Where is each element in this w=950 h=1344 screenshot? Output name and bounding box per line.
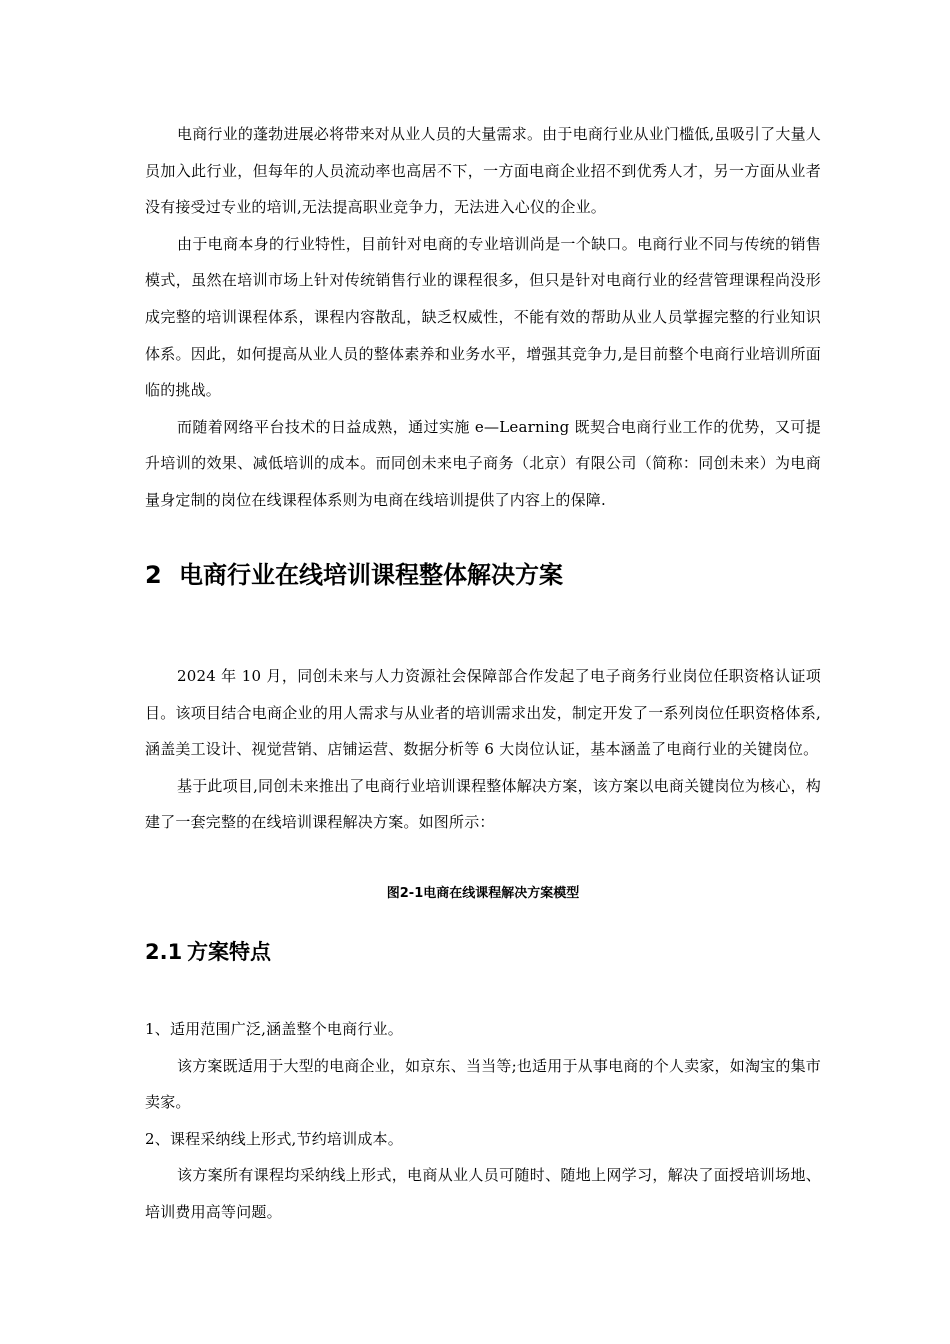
section-2-body [145, 658, 821, 841]
intro-paragraph-2: 由于电商本身的行业特性，目前针对电商的专业培训尚是一个缺口。电商行业不同与传统的销售模式，虽然在培训市场上针对传统销售行业的课程很多，但只是针对电商行业的经营管理课程尚没形成完整的培训课程体系，课程内容散乱，缺乏权威性，不能有效的帮助从业人员掌握完整的行业知识体系。因此，如何提高从业人员的整体素养和业务水平，增强其竞争力,是目前整个电商行业培训所面临的挑战。 [145, 234, 821, 400]
section-2-1-heading [145, 932, 271, 972]
section-2-paragraph-1: 2024 年 10 月，同创未来与人力资源社会保障部合作发起了电子商务行业岗位任职资格认证项目。该项目结合电商企业的用人需求与从业者的培训需求出发，制定开发了一系列岗位任职资格体系,涵盖美工设计、视觉营销、店铺运营、数据分析等 6 大岗位认证，基本涵盖了电商行业的关键岗位。 [145, 667, 821, 759]
section-2-title: 电商行业在线培训课程整体解决方案 [179, 561, 563, 589]
figure-caption: 图2-1电商在线课程解决方案模型 [386, 886, 580, 901]
section-2-heading [145, 555, 563, 595]
section-2-1-number: 2.1 [145, 940, 183, 964]
feature-1-title: 1、适用范围广泛,涵盖整个电商行业。 [145, 1020, 403, 1038]
intro-paragraph-1: 电商行业的蓬勃进展必将带来对从业人员的大量需求。由于电商行业从业门槛低,虽吸引了大量人员加入此行业，但每年的人员流动率也高居不下，一方面电商企业招不到优秀人才，另一方面从业者没有接受过专业的培训,无法提高职业竞争力，无法进入心仪的企业。 [145, 125, 821, 217]
section-2-number: 2 [145, 561, 162, 589]
intro-section [145, 116, 821, 519]
feature-2-body: 该方案所有课程均采纳线上形式，电商从业人员可随时、随地上网学习，解决了面授培训场地、培训费用高等问题。 [145, 1166, 821, 1221]
section-2-1-title: 方案特点 [187, 940, 271, 964]
section-2-paragraph-2: 基于此项目,同创未来推出了电商行业培训课程整体解决方案，该方案以电商关键岗位为核心，构建了一套完整的在线培训课程解决方案。如图所示： [145, 776, 821, 832]
intro-paragraph-3: 而随着网络平台技术的日益成熟，通过实施 e—Learning 既契合电商行业工作的优势，又可提升培训的效果、减低培训的成本。而同创未来电子商务（北京）有限公司（简称：同创未来）为电商量身定制的岗位在线课程体系则为电商在线培训提供了内容上的保障. [145, 417, 821, 509]
feature-1-body: 该方案既适用于大型的电商企业，如京东、当当等;也适用于从事电商的个人卖家，如淘宝的集市卖家。 [145, 1056, 821, 1112]
section-2-1-body [145, 1011, 821, 1231]
feature-2-title: 2、课程采纳线上形式,节约培训成本。 [145, 1129, 403, 1148]
